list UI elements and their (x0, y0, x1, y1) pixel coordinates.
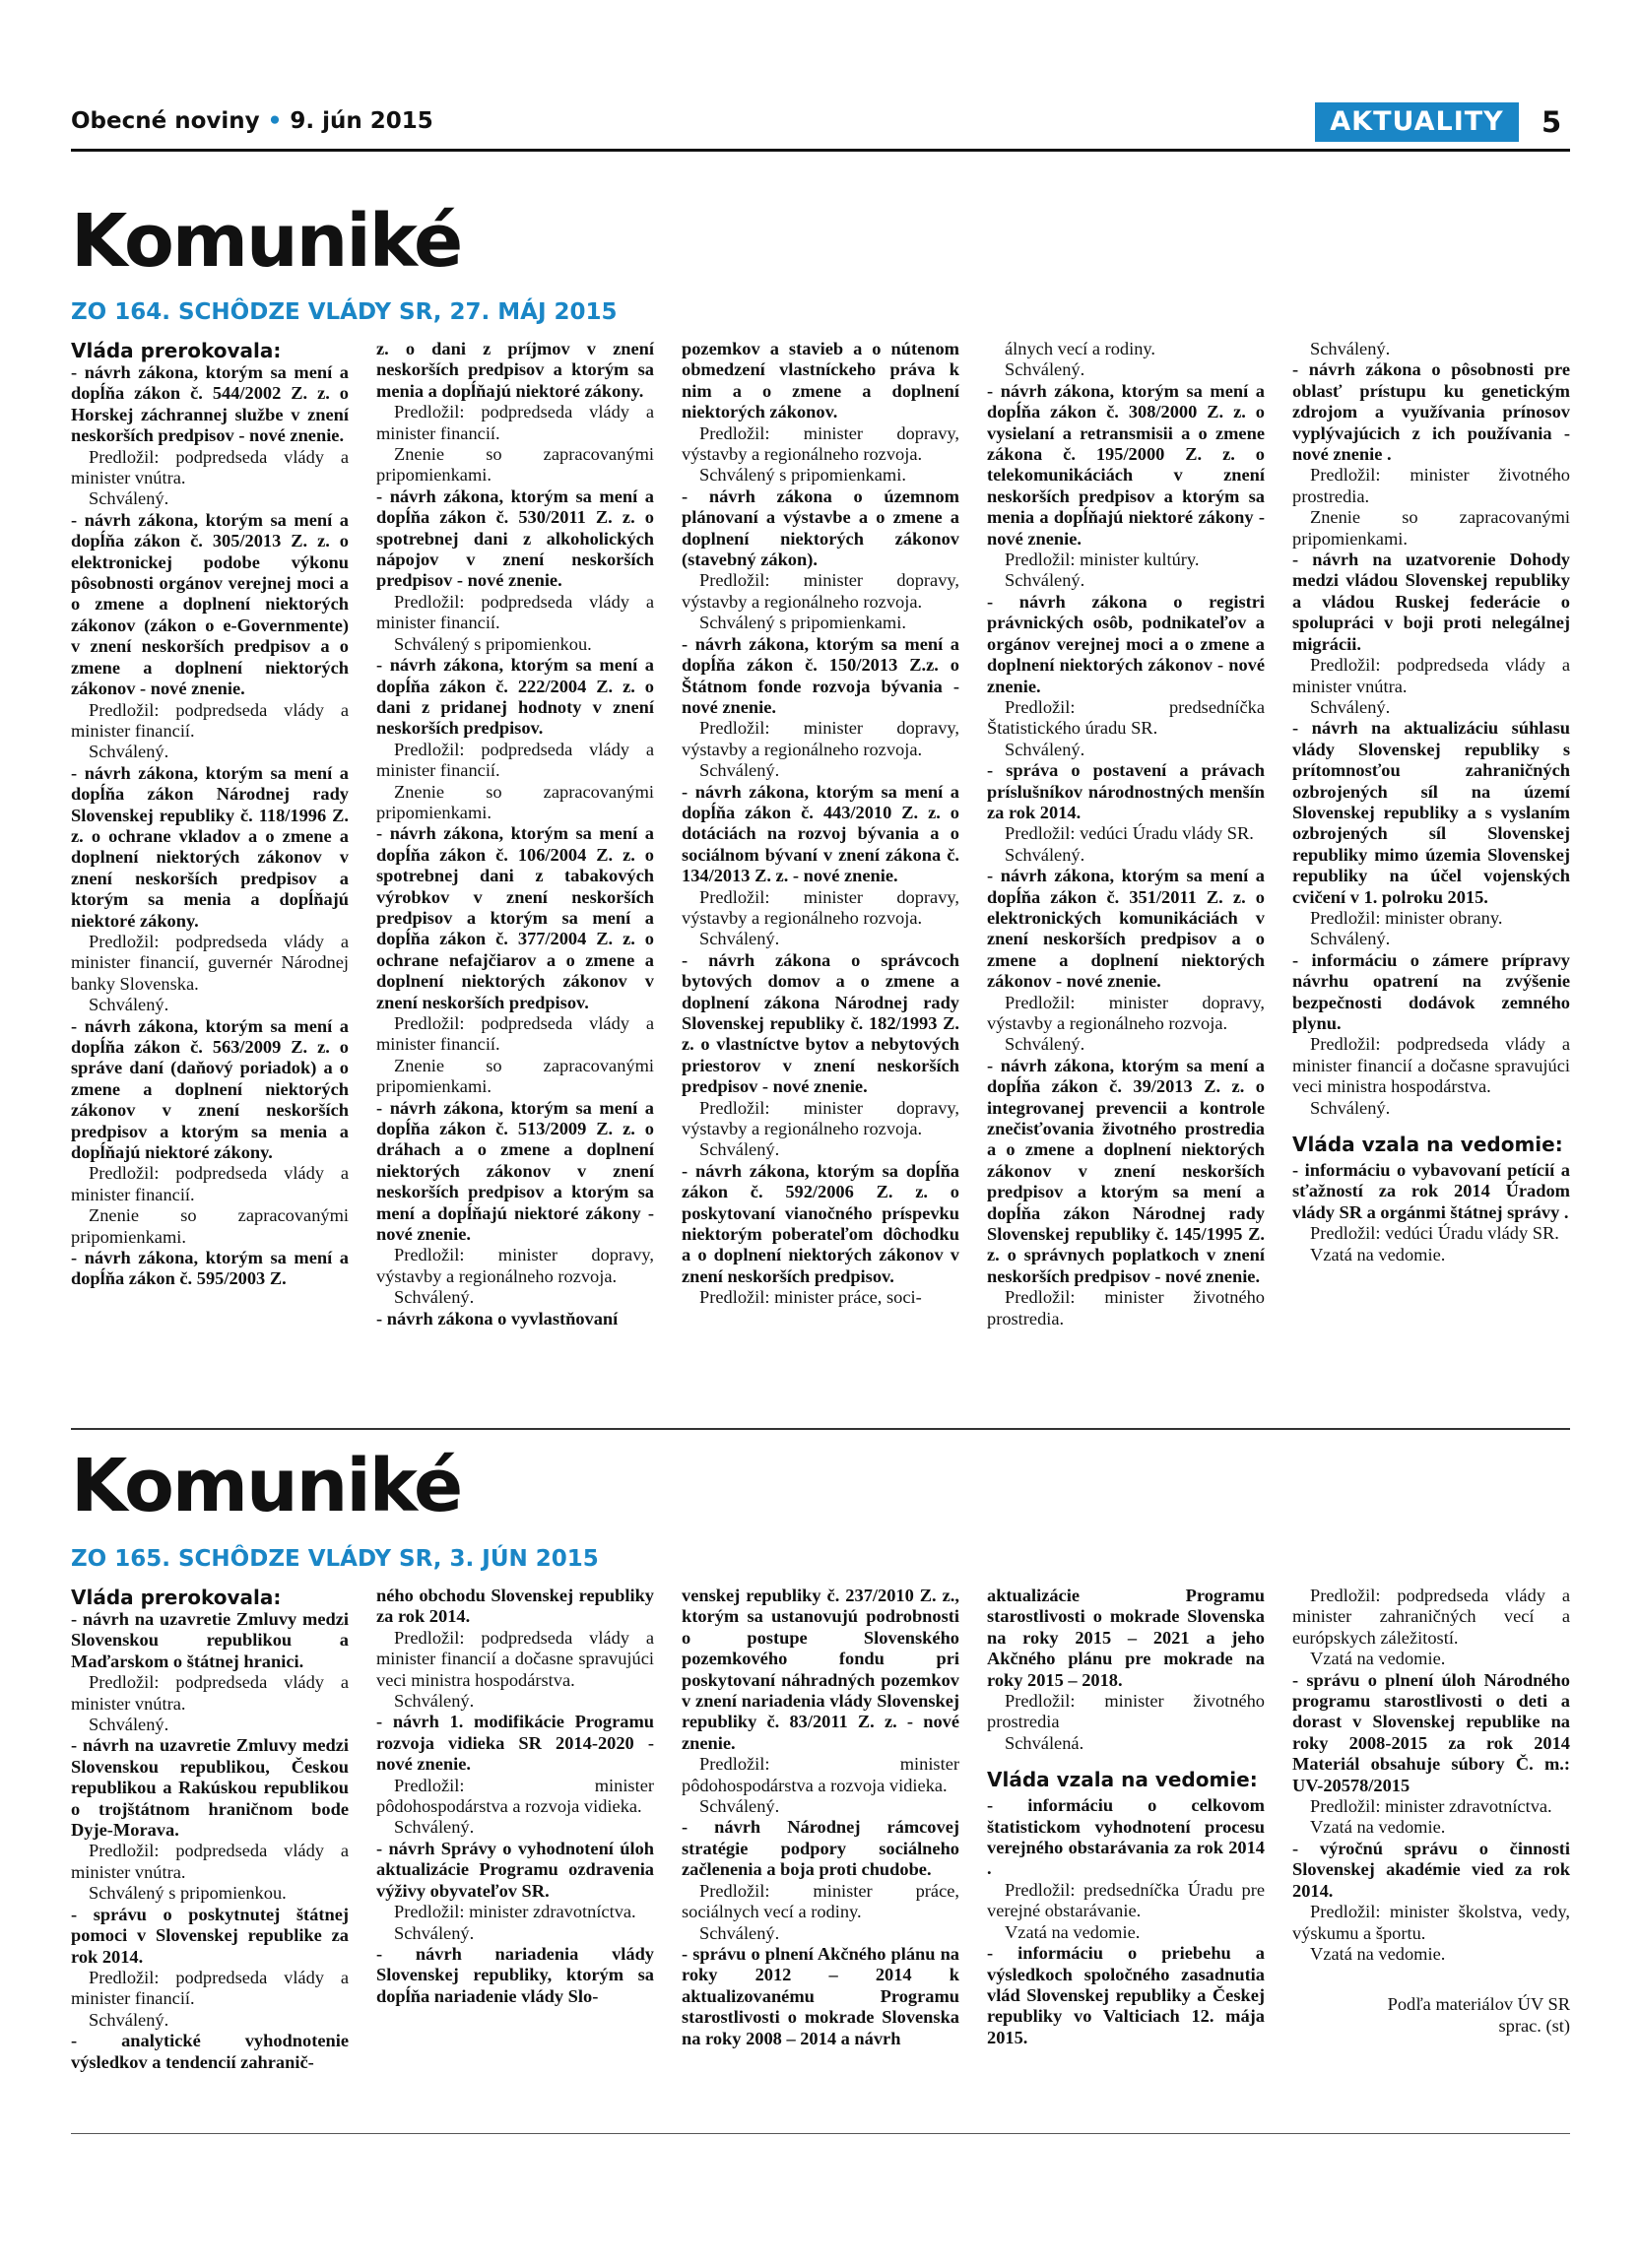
note-line: Schválený. (1005, 570, 1085, 591)
agenda-item: - návrh na uzavretie Zmluvy medzi Slovenskou republikou a Maďarskom o štátnej hranici. (71, 1609, 349, 1671)
agenda-item: - návrh na aktualizáciu súhlasu vlády Slovenskej republiky s prítomnosťou zahraničných ozbrojených síl na území Slovenskej republiky a s vyslaním ozbrojených síl Slovenskej republiky mimo územia Slovenskej republiky na účel vojenských cvičení v 1. polroku 2015. (1292, 718, 1570, 907)
agenda-item: - návrh na uzatvorenie Dohody medzi vládou Slovenskej republiky a vládou Ruskej federácie o spolupráci v boji proti nelegálnej migrácii. (1292, 550, 1570, 654)
agenda-item: - informáciu o zámere prípravy návrhu opatrení na zvýšenie bezpečnosti dodávok zemného plynu. (1292, 949, 1570, 1033)
note-line: Schválený. (394, 1287, 475, 1308)
note-line: Predložil: minister práce, sociálnych vecí a rodiny. (682, 1880, 959, 1922)
agenda-item: - správa o postavení a právach príslušníkov národnostných menšín za rok 2014. (987, 760, 1265, 822)
note-line: Schválený s pripomienkou. (89, 1883, 287, 1904)
note-line: Predložil: minister kultúry. (1005, 550, 1200, 570)
note-line: Predložil: predsedníčka Štatistického úradu SR. (987, 696, 1265, 739)
agenda-item: - návrh zákona, ktorým sa mení a dopĺňa zákon č. 544/2002 Z. z. o Horskej záchrannej službe v znení neskorších predpisov - nové znenie. (71, 362, 349, 446)
note-line: Vzatá na vedomie. (1310, 1817, 1446, 1838)
note-line: Predložil: minister zdravotníctva. (394, 1902, 636, 1922)
note-line: Schválený s pripomienkou. (394, 633, 592, 654)
note-line: Predložil: minister dopravy, výstavby a regionálneho rozvoja. (682, 718, 959, 759)
note-line: Znenie so zapracovanými pripomienkami. (376, 1055, 654, 1097)
agenda-item: - návrh na uzavretie Zmluvy medzi Slovenskou republikou, Českou republikou a Rakúskou republikou o trojštátnom hraničnom bode Dyje-Morava. (71, 1735, 349, 1841)
agenda-item: - návrh zákona, ktorým sa mení a dopĺňa zákon č. 150/2013 Z.z. o Štátnom fonde rozvoja bývania - nové znenie. (682, 633, 959, 717)
article-2-title: Komuniké (71, 1444, 462, 1528)
note-line: Predložil: minister životného prostredia. (987, 1287, 1265, 1328)
note-line: Schválený. (1005, 844, 1085, 865)
note-line: Predložil: minister dopravy, výstavby a regionálneho rozvoja. (682, 1097, 959, 1139)
agenda-item: - informáciu o priebehu a výsledkoch spoločného zasadnutia vlád Slovenskej republiky a Českej republiky vo Valticiach 12. mája 2015. (987, 1943, 1265, 2047)
note-line: Predložil: podpredseda vlády a minister vnútra. (71, 1672, 349, 1714)
note-line: Predložil: minister práce, soci- (699, 1287, 922, 1308)
note-line: Predložil: minister dopravy, výstavby a regionálneho rozvoja. (682, 886, 959, 928)
agenda-item: z. o dani z príjmov v znení neskorších predpisov a ktorým sa menia a dopĺňajú niektoré zákony. (376, 339, 654, 401)
source-credit: Podľa materiálov ÚV SR (1387, 1994, 1570, 2015)
agenda-item: - správu o plnení Akčného plánu na roky 2012 – 2014 k aktualizovanému Programu starostlivosti o mokrade Slovenska na roky 2008 – 2014 a návrh (682, 1943, 959, 2048)
note-line: Znenie so zapracovanými pripomienkami. (1292, 507, 1570, 549)
note-line: Schválený. (1005, 1034, 1085, 1055)
agenda-item: - správu o plnení úloh Národného programu starostlivosti o deti a dorast v Slovenskej republike na roky 2008-2015 za rok 2014 Materiál obsahuje súbory Č. m.: UV-20578/2015 (1292, 1669, 1570, 1795)
note-line: Schválený. (1005, 739, 1085, 759)
agenda-item: - návrh zákona o správcoch bytových domov a o zmene a doplnení zákona Národnej rady Slovenskej republiky č. 182/1993 Z. z. o vlastníctve bytov a nebytových priestorov v znení neskorších predpisov - nové znenie. (682, 949, 959, 1097)
note-line: Schválený. (699, 929, 780, 949)
agenda-item: - návrh zákona, ktorým sa mení a dopĺňa zákon č. 563/2009 Z. z. o správe daní (daňový poriadok) a o zmene a doplnení niektorých zákonov v znení neskorších predpisov a ktorým sa menia a dopĺňajú niektoré zákony. (71, 1015, 349, 1163)
agenda-item: - návrh zákona, ktorým sa mení a dopĺňa zákon č. 308/2000 Z. z. o vysielaní a retransmisii a o zmene zákona č. 195/2000 Z. z. o telekomunikáciách v znení neskorších predpisov a ktorým sa menia a dopĺňajú niektoré zákony - nové znenie. (987, 380, 1265, 549)
note-line: Schválený. (699, 1922, 780, 1943)
spacer (1292, 1965, 1570, 1994)
note-line: Schválená. (1005, 1732, 1084, 1753)
note-line: Predložil: minister dopravy, výstavby a regionálneho rozvoja. (376, 1245, 654, 1286)
agenda-item: - analytické vyhodnotenie výsledkov a tendencií zahranič- (71, 2031, 349, 2072)
page-number: 5 (1542, 105, 1562, 139)
note-line: Predložil: podpredseda vlády a minister financií. (376, 402, 654, 443)
note-line: Predložil: vedúci Úradu vlády SR. (1005, 823, 1254, 844)
agenda-item: - návrh zákona, ktorým sa mení a dopĺňa zákon č. 443/2010 Z. z. o dotáciách na rozvoj bývania a o sociálnom bývaní v znení zákona č. 134/2013 Z. z. - nové znenie. (682, 781, 959, 886)
note-line: Schválený. (699, 1139, 780, 1160)
note-line: Schválený. (1310, 1097, 1391, 1118)
note-line: Predložil: podpredseda vlády a minister financií a dočasne spravujúci veci ministra hospodárstva. (1292, 1034, 1570, 1097)
note-line: Znenie so zapracovanými pripomienkami. (376, 444, 654, 486)
agenda-item: - návrh 1. modifikácie Programu rozvoja vidieka SR 2014-2020 - nové znenie. (376, 1712, 654, 1775)
note-line: Predložil: podpredseda vlády a minister financií. (71, 1163, 349, 1204)
note-line: Predložil: podpredseda vlády a minister vnútra. (1292, 655, 1570, 696)
note-line: Predložil: podpredseda vlády a minister financií, guvernér Národnej banky Slovenska. (71, 931, 349, 994)
agenda-item: - výročnú správu o činnosti Slovenskej akadémie vied za rok 2014. (1292, 1838, 1570, 1901)
agenda-item: - návrh zákona, ktorým sa dopĺňa zákon č. 592/2006 Z. z. o poskytovaní vianočného príspevku niektorým poberateľom dôchodku a o doplnení niektorých zákonov v znení neskorších predpisov. (682, 1160, 959, 1286)
agenda-item: - návrh zákona, ktorým sa mení a dopĺňa zákon č. 106/2004 Z. z. o spotrebnej dani z tabakových výrobkov v znení neskorších predpisov a ktorým sa mení a dopĺňa zákon č. 377/2004 Z. z. o ochrane nefajčiarov a o zmene a doplnení niektorých zákonov v znení neskorších predpisov. (376, 823, 654, 1012)
note-line: Vzatá na vedomie. (1310, 1244, 1446, 1264)
article-2-column-5 (1292, 1586, 1570, 2037)
note-line: Schválený. (89, 742, 169, 762)
note-line: Predložil: minister dopravy, výstavby a regionálneho rozvoja. (682, 422, 959, 465)
article-1-column-5 (1292, 339, 1570, 1265)
note-line: Schválený. (89, 1715, 169, 1735)
note-line: Vzatá na vedomie. (1005, 1921, 1141, 1942)
note-line: Predložil: minister pôdohospodárstva a rozvoja vidieka. (682, 1754, 959, 1795)
note-line: Schválený. (1005, 359, 1085, 380)
agenda-item: - návrh zákona, ktorým sa mení a dopĺňa zákon č. 513/2009 Z. z. o dráhach a o zmene a doplnení niektorých zákonov v znení neskorších predpisov a ktorým sa mení a dopĺňajú niektoré zákony - nové znenie. (376, 1097, 654, 1245)
agenda-item: ného obchodu Slovenskej republiky za rok 2014. (376, 1586, 654, 1627)
section-heading: Vláda prerokovala: (71, 339, 282, 362)
agenda-item: pozemkov a stavieb a o nútenom obmedzení vlastníckeho práva k nim a o zmene a doplnení niektorých zákonov. (682, 339, 959, 422)
agenda-item: - informáciu o vybavovaní petícií a sťažností za rok 2014 Úradom vlády SR a orgánmi štátnej správy . (1292, 1160, 1570, 1222)
agenda-item: - návrh zákona o vyvlastňovaní (376, 1308, 619, 1328)
note-line: Schválený. (699, 1796, 780, 1817)
note-line: Vzatá na vedomie. (1310, 1943, 1446, 1964)
note-line: Schválený. (1310, 696, 1391, 717)
source-credit: sprac. (st) (1498, 2015, 1570, 2036)
article-1-subtitle: ZO 164. SCHÔDZE VLÁDY SR, 27. MÁJ 2015 (71, 299, 618, 325)
agenda-item: - návrh Národnej rámcovej stratégie podpory sociálneho začlenenia a boja proti chudobe. (682, 1817, 959, 1880)
note-line: Vzatá na vedomie. (1310, 1649, 1446, 1669)
issue-date: 9. jún 2015 (290, 108, 433, 134)
agenda-item: - informáciu o celkovom štatistickom vyhodnotení procesu verejného obstarávania za rok 2014 . (987, 1795, 1265, 1879)
note-line: Predložil: podpredseda vlády a minister financií. (376, 591, 654, 633)
agenda-item: - návrh nariadenia vlády Slovenskej republiky, ktorým sa dopĺňa nariadenie vlády Slo- (376, 1943, 654, 2006)
note-line: Znenie so zapracovanými pripomienkami. (71, 1205, 349, 1247)
header-rule (71, 149, 1570, 152)
note-line: Predložil: podpredseda vlády a minister financií. (71, 699, 349, 741)
agenda-item: - správu o poskytnutej štátnej pomoci v Slovenskej republike za rok 2014. (71, 1904, 349, 1967)
note-line: Znenie so zapracovanými pripomienkami. (376, 781, 654, 822)
agenda-item: - návrh zákona o registri právnických osôb, podnikateľov a orgánov verejnej moci a o zmene a doplnení niektorých zákonov - nové znenie. (987, 591, 1265, 696)
article-1-column-3 (682, 339, 959, 1309)
article-2-column-1 (71, 1586, 349, 2073)
agenda-item: - návrh zákona, ktorým sa mení a dopĺňa zákon č. 305/2013 Z. z. o elektronickej podobe výkonu pôsobnosti orgánov verejnej moci a o zmene a doplnení niektorých zákonov (zákon o e-Governmente) v znení neskorších predpisov a o zmene a doplnení niektorých zákonov - nové znenie. (71, 509, 349, 699)
article-2-subtitle: ZO 165. SCHÔDZE VLÁDY SR, 3. JÚN 2015 (71, 1546, 599, 1572)
section-heading: Vláda vzala na vedomie: (1292, 1133, 1563, 1157)
section-heading: Vláda vzala na vedomie: (987, 1768, 1258, 1792)
bottom-rule (71, 2133, 1570, 2134)
article-1-column-2 (376, 339, 654, 1329)
note-line: Schválený. (89, 2009, 169, 2030)
bullet-separator: • (267, 108, 283, 134)
note-line: Schválený. (394, 1691, 475, 1712)
note-line: Predložil: vedúci Úradu vlády SR. (1310, 1223, 1559, 1244)
note-line: Predložil: podpredseda vlády a minister financií a dočasne spravujúci veci ministra hospodárstva. (376, 1627, 654, 1690)
section-heading: Vláda prerokovala: (71, 1586, 282, 1609)
note-line: Schválený. (394, 1817, 475, 1838)
note-line: Predložil: podpredseda vlády a minister financií. (376, 1013, 654, 1055)
note-line: Predložil: minister pôdohospodárstva a rozvoja vidieka. (376, 1775, 654, 1817)
agenda-item: - návrh zákona, ktorým sa mení a dopĺňa zákon č. 39/2013 Z. z. o integrovanej prevencii a kontrole znečisťovania životného prostredia a o zmene a doplnení niektorých zákonov v znení neskorších predpisov a ktorým sa mení a dopĺňa zákon Národnej rady Slovenskej republiky č. 145/1995 Z. z. o správnych poplatkoch v znení neskorších predpisov - nové znenie. (987, 1055, 1265, 1286)
note-line: Predložil: minister dopravy, výstavby a regionálneho rozvoja. (682, 570, 959, 612)
note-line: álnych vecí a rodiny. (1005, 339, 1156, 358)
note-line: Schválený. (1310, 929, 1391, 949)
agenda-item: - návrh zákona, ktorým sa mení a dopĺňa zákon Národnej rady Slovenskej republiky č. 118/1996 Z. z. o ochrane vkladov a o zmene a doplnení niektorých zákonov v znení neskorších predpisov a ktorým sa menia a dopĺňajú niektoré zákony. (71, 762, 349, 931)
note-line: Predložil: podpredseda vlády a minister zahraničných vecí a európskych záležitostí. (1292, 1586, 1570, 1648)
agenda-item: - návrh zákona, ktorým sa mení a dopĺňa zákon č. 595/2003 Z. (71, 1248, 349, 1289)
note-line: Predložil: minister životného prostredia (987, 1691, 1265, 1732)
note-line: Predložil: minister obrany. (1310, 907, 1503, 928)
article-1-title: Komuniké (71, 199, 462, 284)
note-line: Predložil: podpredseda vlády a minister financií. (71, 1967, 349, 2009)
agenda-item: - návrh zákona o územnom plánovaní a výstavbe a o zmene a doplnení niektorých zákonov (stavebný zákon). (682, 486, 959, 570)
article-2-column-2 (376, 1586, 654, 2007)
note-line: Schválený s pripomienkami. (699, 613, 906, 633)
note-line: Predložil: minister zdravotníctva. (1310, 1796, 1552, 1817)
note-line: Schválený. (394, 1922, 475, 1943)
note-line: Predložil: minister dopravy, výstavby a regionálneho rozvoja. (987, 992, 1265, 1033)
agenda-item: - návrh zákona, ktorým sa mení a dopĺňa zákon č. 351/2011 Z. z. o elektronických komunikáciách v znení neskorších predpisov a o zmene a doplnení niektorých zákonov - nové znenie. (987, 866, 1265, 992)
agenda-item: - návrh zákona, ktorým sa mení a dopĺňa zákon č. 530/2011 Z. z. o spotrebnej dani z alkoholických nápojov v znení neskorších predpisov - nové znenie. (376, 486, 654, 591)
note-line: Schválený. (89, 995, 169, 1015)
note-line: Predložil: minister životného prostredia. (1292, 465, 1570, 506)
article-2-column-3 (682, 1586, 959, 2049)
note-line: Predložil: minister školstva, vedy, výskumu a športu. (1292, 1902, 1570, 1943)
agenda-item: - návrh zákona o pôsobnosti pre oblasť prístupu ku genetickým zdrojom a využívania prínosov vyplývajúcich z ich používania - nové znenie . (1292, 359, 1570, 465)
note-line: Schválený. (89, 488, 169, 509)
note-line: Schválený. (699, 760, 780, 781)
note-line: Predložil: podpredseda vlády a minister financií. (376, 739, 654, 781)
note-line: Predložil: podpredseda vlády a minister vnútra. (71, 446, 349, 488)
note-line: Schválený s pripomienkami. (699, 465, 906, 486)
agenda-item: - návrh Správy o vyhodnotení úloh aktualizácie Programu ozdravenia výživy obyvateľov SR. (376, 1838, 654, 1901)
masthead (71, 108, 433, 134)
article-1-column-4 (987, 339, 1265, 1329)
note-line: Predložil: podpredseda vlády a minister vnútra. (71, 1841, 349, 1882)
note-line: Schválený. (1310, 339, 1391, 358)
agenda-item: - návrh zákona, ktorým sa mení a dopĺňa zákon č. 222/2004 Z. z. o dani z pridanej hodnoty v znení neskorších predpisov. (376, 655, 654, 739)
article-2-column-4 (987, 1586, 1265, 2048)
agenda-item: venskej republiky č. 237/2010 Z. z., ktorým sa ustanovujú podrobnosti o postupe Slovenského pozemkového fondu pri poskytovaní náhradných pozemkov v znení nariadenia vlády Slovenskej republiky č. 83/2011 Z. z. - nové znenie. (682, 1586, 959, 1753)
article-divider (71, 1428, 1570, 1430)
note-line: Predložil: predsedníčka Úradu pre verejné obstarávanie. (987, 1879, 1265, 1921)
publication-name: Obecné noviny (71, 108, 260, 134)
article-1-column-1 (71, 339, 349, 1290)
agenda-item: aktualizácie Programu starostlivosti o mokrade Slovenska na roky 2015 – 2021 a jeho Akčného plánu pre mokrade na roky 2015 – 2018. (987, 1586, 1265, 1690)
section-label: AKTUALITY (1315, 102, 1519, 142)
